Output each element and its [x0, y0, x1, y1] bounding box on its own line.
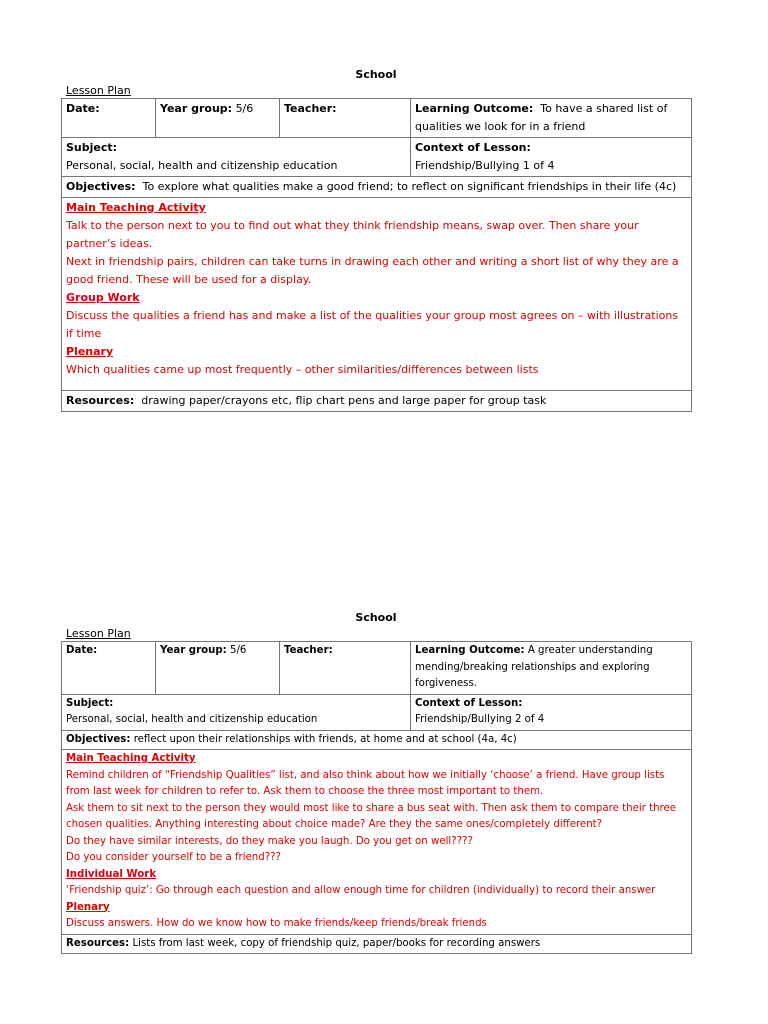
context-cell — [411, 694, 692, 730]
objectives-row — [62, 177, 692, 198]
activity-cell — [62, 750, 692, 935]
main-teaching-heading: Main Teaching Activity — [66, 201, 206, 214]
subject-value: Personal, social, health and citizenship education — [66, 159, 338, 172]
year-group-label: Year group: — [160, 645, 227, 656]
main-teaching-text: Do they have similar interests, do they make you laugh. Do you get on well???? — [66, 835, 473, 847]
context-label: Context of Lesson: — [415, 697, 523, 709]
date-cell — [62, 642, 156, 695]
subject-value: Personal, social, health and citizenship education — [66, 714, 318, 725]
context-label: Context of Lesson: — [415, 141, 531, 154]
school-title: School — [355, 68, 397, 81]
objectives-label: Objectives: — [66, 180, 136, 193]
objectives-label: Objectives: — [66, 733, 131, 745]
resources-value: drawing paper/crayons etc, flip chart pens and large paper for group task — [141, 394, 547, 407]
teacher-cell — [280, 99, 411, 138]
subject-label: Subject: — [66, 141, 118, 154]
objectives-row — [62, 730, 692, 750]
resources-cell — [62, 934, 692, 954]
plenary-text: Which qualities came up most frequently – other similarities/differences between lists — [66, 363, 539, 376]
learning-outcome-value: To have a shared list of qualities we look for in a friend — [415, 102, 668, 133]
learning-outcome-value: A greater understanding mending/breaking relationships and exploring forgiveness. — [415, 645, 653, 689]
resources-label: Resources: — [66, 937, 130, 949]
objectives-value: To explore what qualities make a good friend; to reflect on significant friendships in their life (4c) — [142, 180, 677, 193]
main-teaching-text: Talk to the person next to you to find out what they think friendship means, swap over. Then share your partner’s ideas. — [66, 219, 639, 250]
objectives-cell — [62, 177, 692, 198]
activity-row — [62, 750, 692, 935]
learning-outcome-cell — [411, 642, 692, 695]
main-teaching-heading: Main Teaching Activity — [66, 753, 196, 764]
teacher-label: Teacher: — [284, 645, 333, 656]
subject-cell — [62, 138, 411, 177]
date-cell — [62, 99, 156, 138]
main-teaching-text: Ask them to sit next to the person they would most like to share a bus seat with. Then ask them to compare their three chosen qualities. Anything interesting about choice made? Are they the same ones/completely different? — [66, 802, 677, 830]
group-work-heading: Group Work — [66, 291, 140, 304]
lesson-plan-table — [61, 98, 692, 412]
individual-work-heading: Individual Work — [66, 868, 157, 880]
lesson-plan-label: Lesson Plan — [66, 84, 131, 97]
teacher-label: Teacher: — [284, 102, 337, 115]
learning-outcome-cell — [411, 99, 692, 138]
individual-work-text: ‘Friendship quiz’: Go through each question and allow enough time for children (individually) to record their answer — [66, 885, 656, 896]
resources-row — [62, 391, 692, 412]
resources-value: Lists from last week, copy of friendship quiz, paper/books for recording answers — [132, 937, 541, 949]
activity-cell — [62, 198, 692, 391]
resources-cell — [62, 391, 692, 412]
context-value: Friendship/Bullying 2 of 4 — [415, 714, 545, 725]
plenary-text: Discuss answers. How do we know how to make friends/keep friends/break friends — [66, 918, 487, 929]
objectives-value: reflect upon their relationships with friends, at home and at school (4a, 4c) — [133, 733, 517, 745]
objectives-cell — [62, 730, 692, 750]
subject-label: Subject: — [66, 697, 114, 709]
main-teaching-text: Do you consider yourself to be a friend??? — [66, 852, 281, 863]
resources-label: Resources: — [66, 394, 135, 407]
subject-cell — [62, 694, 411, 730]
context-cell — [411, 138, 692, 177]
year-group-value: 5/6 — [229, 645, 247, 656]
teacher-cell — [280, 642, 411, 695]
resources-row — [62, 934, 692, 954]
lesson-plan-table — [61, 641, 692, 954]
subject-row — [62, 694, 692, 730]
learning-outcome-label: Learning Outcome: — [415, 645, 525, 656]
header-row — [62, 99, 692, 138]
header-row — [62, 642, 692, 695]
school-title: School — [355, 611, 397, 624]
activity-row — [62, 198, 692, 391]
date-label: Date: — [66, 102, 100, 115]
plenary-heading: Plenary — [66, 345, 114, 358]
subject-row — [62, 138, 692, 177]
group-work-text: Discuss the qualities a friend has and make a list of the qualities your group most agrees on – with illustrations if time — [66, 309, 679, 340]
lesson-plan-label: Lesson Plan — [66, 627, 131, 640]
date-label: Date: — [66, 645, 98, 656]
lesson-plan-1 — [61, 66, 691, 412]
lesson-plan-2 — [61, 609, 691, 954]
plenary-heading: Plenary — [66, 901, 110, 913]
main-teaching-text: Next in friendship pairs, children can take turns in drawing each other and writing a short list of why they are a good friend. These will be used for a display. — [66, 255, 679, 286]
context-value: Friendship/Bullying 1 of 4 — [415, 159, 555, 172]
learning-outcome-label: Learning Outcome: — [415, 102, 534, 115]
year-group-cell — [156, 642, 280, 695]
year-group-cell — [156, 99, 280, 138]
year-group-label: Year group: — [160, 102, 233, 115]
main-teaching-text: Remind children of “Friendship Qualities” list, and also think about how we initially ‘choose’ a friend. Have group lists from last week for children to refer to. Ask them to choose the three most important to them. — [66, 769, 665, 797]
year-group-value: 5/6 — [235, 102, 254, 115]
